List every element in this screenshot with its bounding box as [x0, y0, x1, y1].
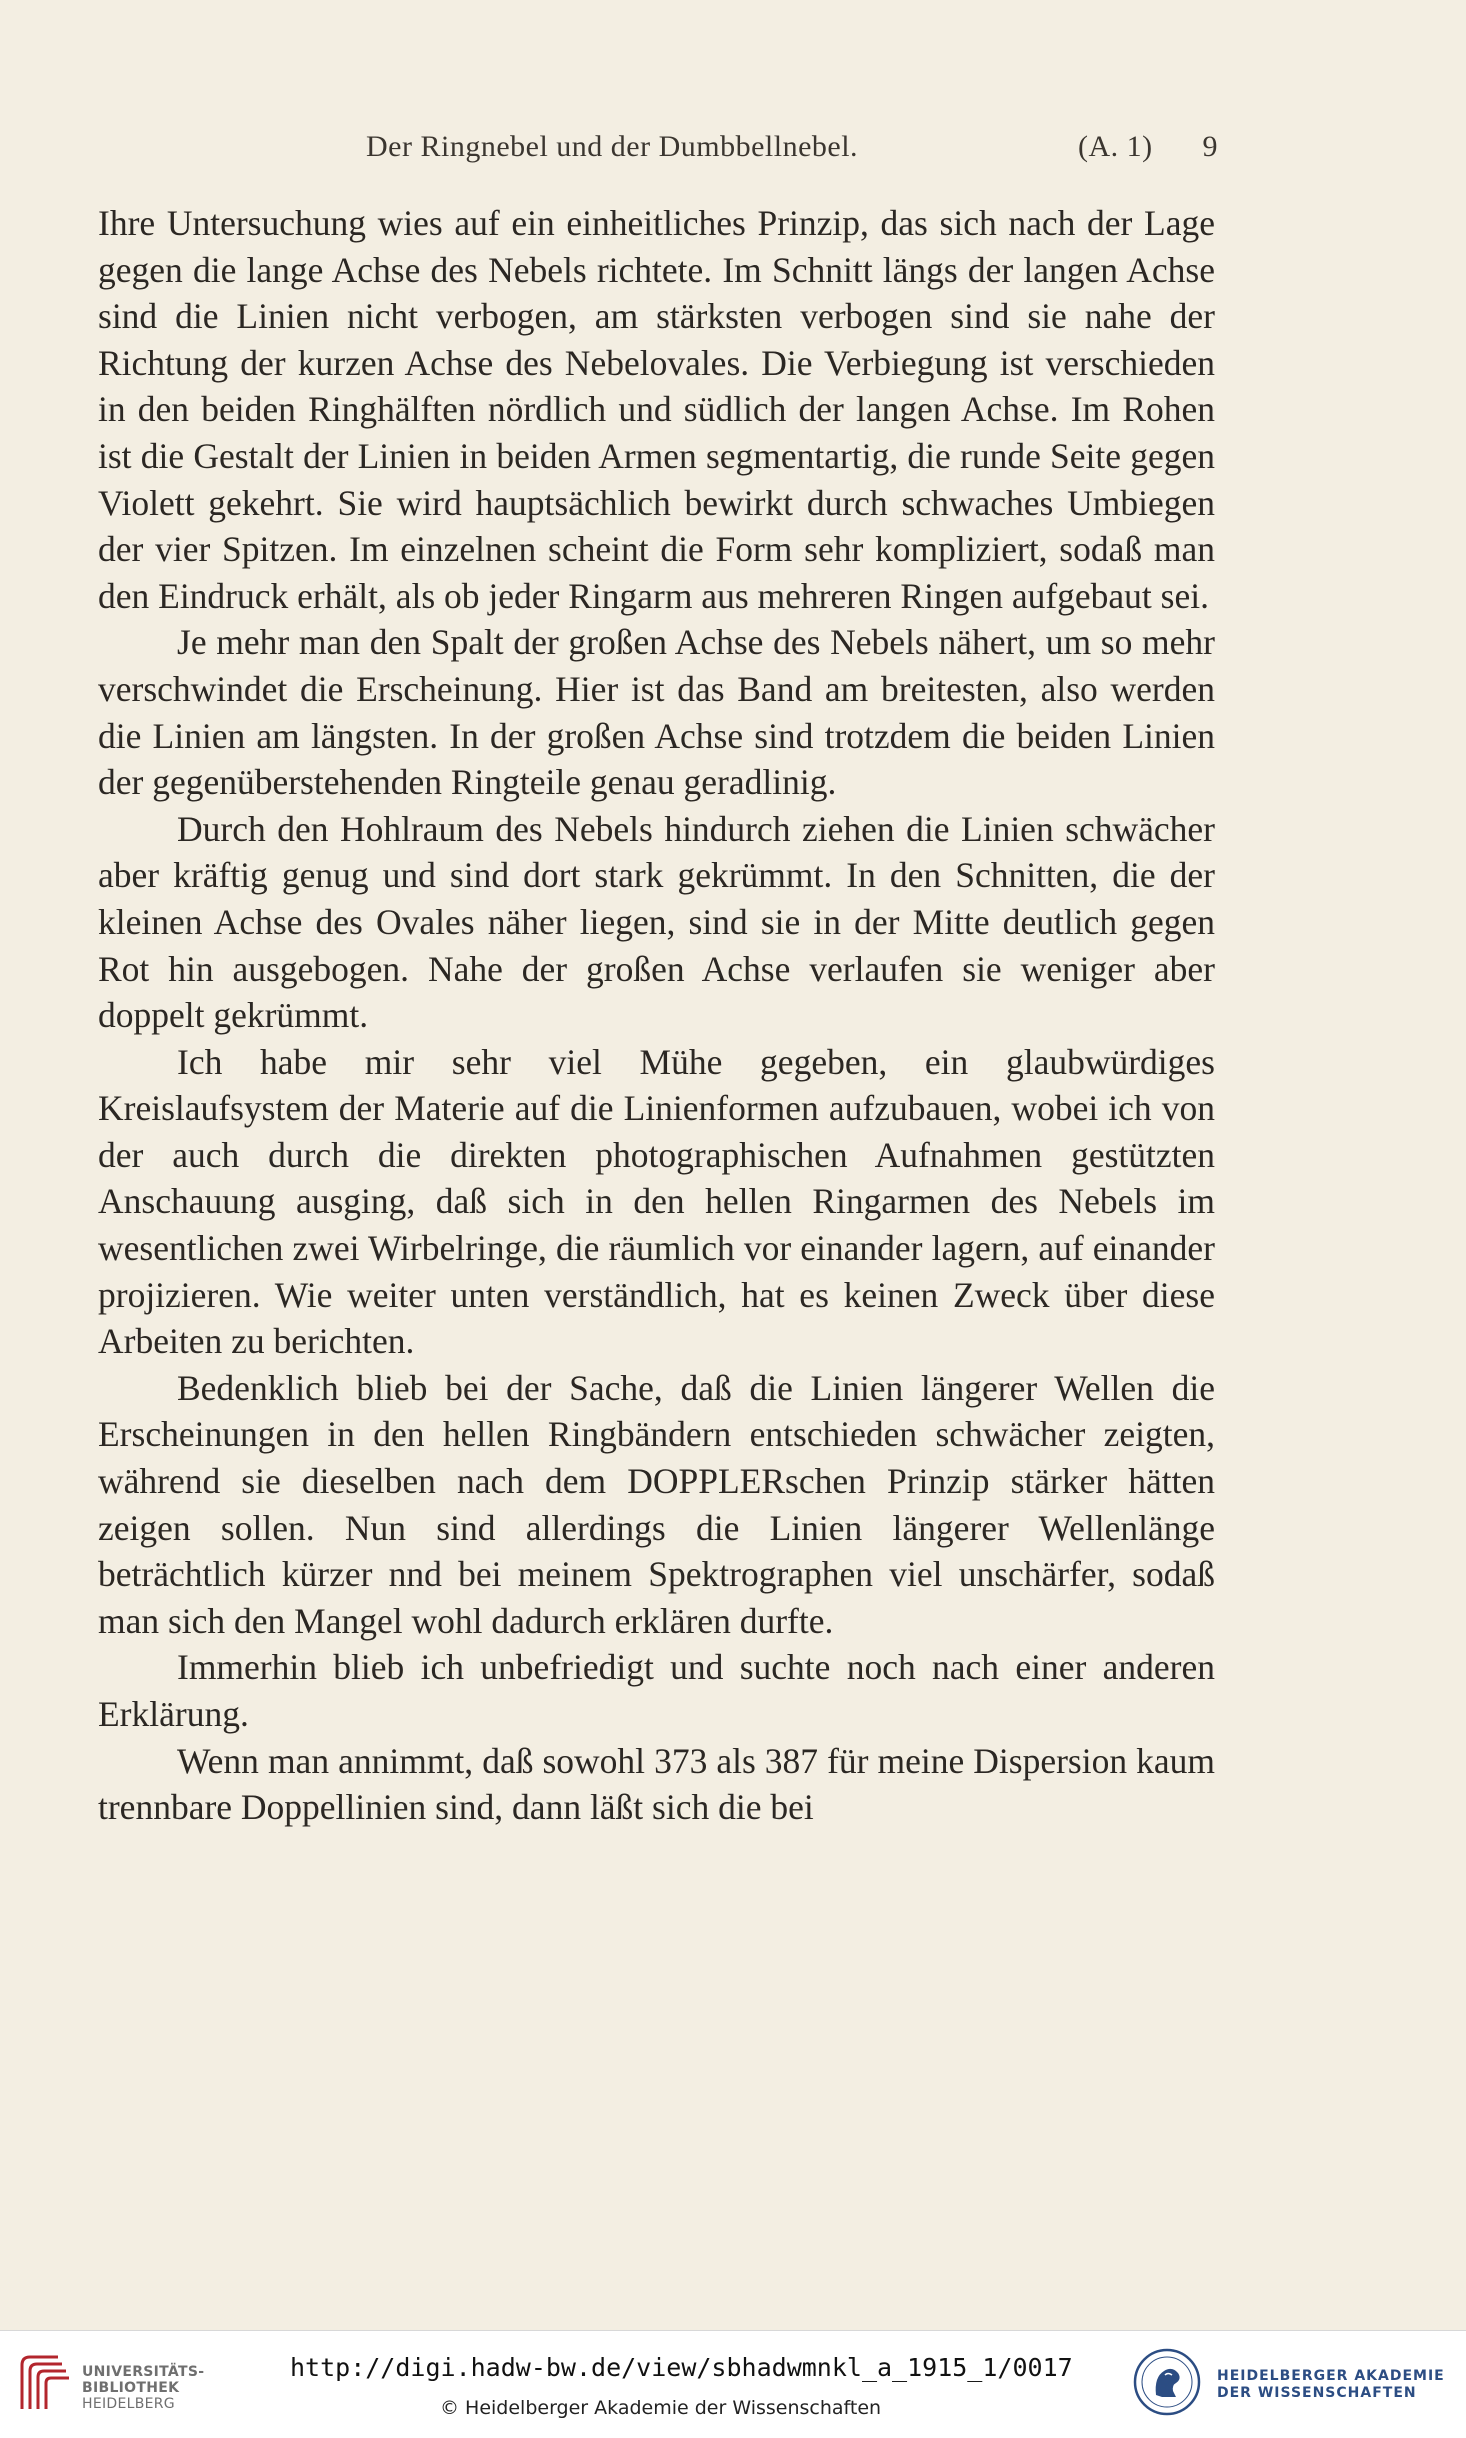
paragraph: Wenn man annimmt, daß sowohl 373 als 387 für meine Dispersion kaum trennbare Doppellinien sind, dann läßt sich die bei: [98, 1740, 1215, 1828]
section-marker: (A. 1): [1078, 130, 1153, 163]
permalink[interactable]: http://digi.hadw-bw.de/view/sbhadwmnkl_a_1915_1/0017: [290, 2353, 1073, 2382]
footer-bar: [0, 2330, 1466, 2438]
page-number: 9: [1202, 130, 1218, 163]
library-name: UNIVERSITÄTS- BIBLIOTHEK HEIDELBERG: [82, 2364, 205, 2412]
paragraph: Immerhin blieb ich unbefriedigt und suchte noch nach einer anderen Erklärung.: [98, 1647, 1215, 1734]
paragraph: Ihre Untersuchung wies auf ein einheitliches Prinzip, das sich nach der Lage gegen die lange Achse des Nebels richtete. Im Schnitt längs der langen Achse sind die Linien nicht verbogen, am stärksten verbogen sind sie nahe der Richtung der kurzen Achse des Nebelovales. Die Verbiegung ist verschieden in den beiden Ringhälften nördlich und südlich der langen Achse. Im Rohen ist die Gestalt der Linien in beiden Armen segmentartig, die runde Seite gegen Violett gekehrt. Sie wird hauptsächlich bewirkt durch schwaches Umbiegen der vier Spitzen. Im einzelnen scheint die Form sehr kompliziert, sodaß man den Eindruck erhält, als ob jeder Ringarm aus mehreren Ringen aufgebaut sei.: [98, 203, 1215, 616]
body-text: [98, 200, 1215, 1831]
page-header: [98, 130, 1218, 174]
running-title: Der Ringnebel und der Dumbbellnebel.: [366, 130, 859, 163]
paragraph: Je mehr man den Spalt der großen Achse des Nebels nähert, um so mehr verschwindet die Erscheinung. Hier ist das Band am breitesten, also werden die Linien am längsten. In der großen Achse sind trotzdem die beiden Linien der gegenüberstehenden Ringteile genau geradlinig.: [98, 622, 1215, 803]
academy-seal-icon: [1132, 2347, 1202, 2417]
academy-name: HEIDELBERGER AKADEMIE DER WISSENSCHAFTEN: [1217, 2368, 1445, 2401]
paragraph: Ich habe mir sehr viel Mühe gegeben, ein glaubwürdiges Kreislaufsystem der Materie auf die Linienformen aufzubauen, wobei ich von der auch durch die direkten photographischen Aufnahmen gestützten Anschauung ausging, daß sich in den hellen Ringarmen des Nebels im wesentlichen zwei Wirbelringe, die räumlich vor einander lagern, auf einander projizieren. Wie weiter unten verständlich, hat es keinen Zweck über diese Arbeiten zu berichten.: [98, 1041, 1215, 1362]
copyright-notice: © Heidelberger Akademie der Wissenschaften: [440, 2397, 882, 2419]
paragraph: Durch den Hohlraum des Nebels hindurch ziehen die Linien schwächer aber kräftig genug und sind dort stark gekrümmt. In den Schnitten, die der kleinen Achse des Ovales näher liegen, sind sie in der Mitte deutlich gegen Rot hin ausgebogen. Nahe der großen Achse verlaufen sie weniger aber doppelt gekrümmt.: [98, 808, 1215, 1036]
paragraph: Bedenklich blieb bei der Sache, daß die Linien längerer Wellen die Erscheinungen in den hellen Ringbändern entschieden schwächer zeigten, während sie dieselben nach dem DOPPLERschen Prinzip stärker hätten zeigen sollen. Nun sind allerdings die Linien längerer Wellenlänge beträchtlich kürzer nnd bei meinem Spektrographen viel unschärfer, sodaß man sich den Mangel wohl dadurch erklären durfte.: [98, 1367, 1215, 1641]
university-library-logo-icon: [14, 2351, 74, 2415]
